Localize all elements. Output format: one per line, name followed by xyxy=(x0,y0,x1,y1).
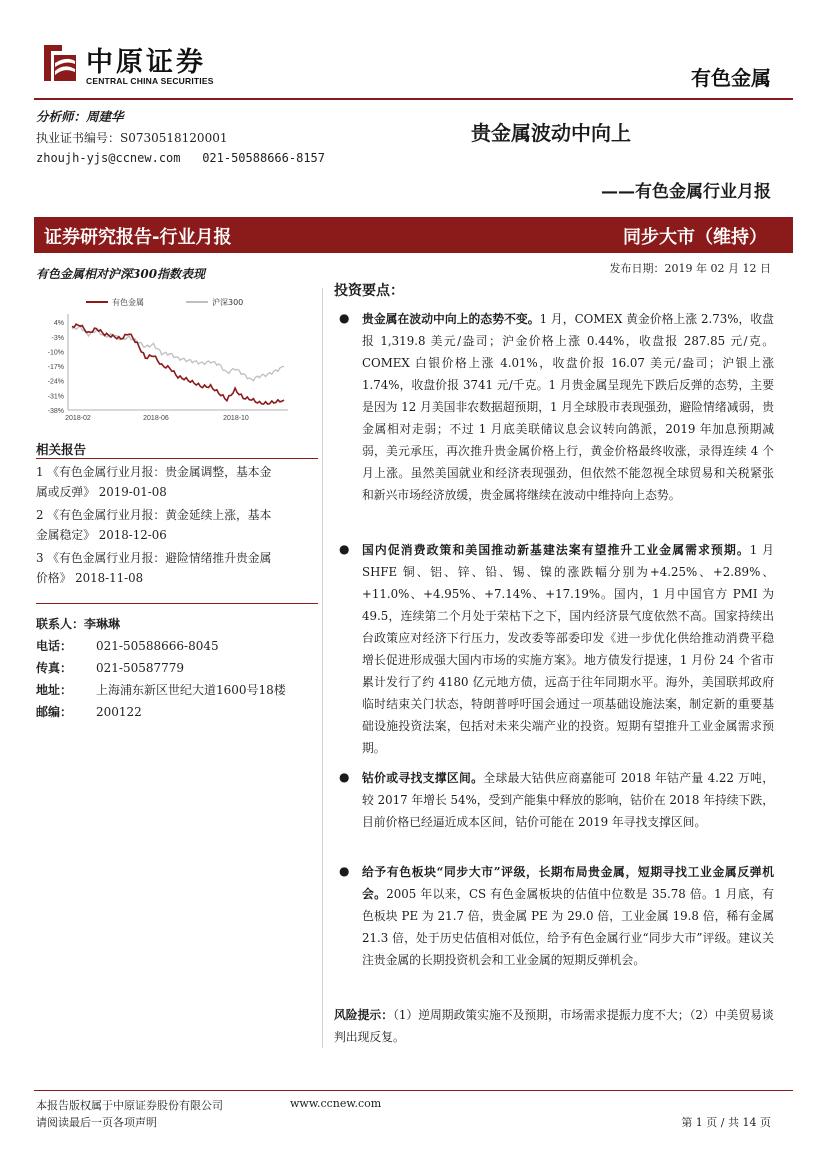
key-point-1: 贵金属在波动中向上的态势不变。1 月，COMEX 黄金价格上涨 2.73%，收盘报 1,319.8 美元/盎司；沪金价格上涨 0.44%，收盘报 287.85 元/克。COMEX 白银价格上涨 4.01%，收盘价报 16.07 美元/盎司；沪银上涨 1.74%，收盘价报 3741 元/千克。1 月贵金属呈现先下跌后反弹的态势，主要是因为 12 月美国非农数据超预期，1 月全球股市表现强劲，避险情绪减弱，贵金属相对走弱；不过 1 月底美联储议息会议转向鸽派，2019 年加息预期减弱，美元承压，再次推升贵金属价格上行，黄金价格最终收涨，录得连续 4 个月上涨。虽然美国就业和经济表现强劲，但依然不能忽视全球贸易和关税紧张和新兴市场经济放缓，贵金属将继续在波动中维持向上态势。 xyxy=(362,312,774,502)
report-title: 贵金属波动中向上 xyxy=(471,121,631,145)
x-tick-label: 2018-06 xyxy=(143,415,169,422)
y-tick-label: -38% xyxy=(47,408,64,415)
key-points-heading: 投资要点： xyxy=(334,283,404,299)
x-tick-label: 2018-02 xyxy=(65,415,91,422)
key-point-2: 国内促消费政策和美国推动新基建法案有望推升工业金属需求预期。1 月 SHFE 铜、铝、锌、铅、锡、镍的涨跌幅分别为+4.25%、+2.89%、+11.0%、+4.95%、+7.14%、+17.19%。国内，1 月中国官方 PMI 为 49.5，连续第二个月处于荣枯下之下，国内经济景气度依然不高。国家持续出台政策应对经济下行压力，发改委等部委印发《进一步优化供给推动消费平稳增长促进形成强大国内市场的实施方案》。地方债发行提速，1 月份 24 个省市累计发行了约 4180 亿元地方债，远高于往年同期水平。海外，美国联邦政府临时结束关门状态，特朗普呼吁国会通过一项基础设施法案，制定新的重要基础设施投资法案，包括对未来尖端产业的投资。短期有望推升工业金属需求预期。 xyxy=(362,543,774,755)
y-tick-label: -24% xyxy=(47,378,64,386)
page-number: 第 1 页 / 共 14 页 xyxy=(681,1116,771,1129)
related-report-3[interactable]: 3 《有色金属行业月报：避险情绪推升贵金属 价格》 2018-11-08 xyxy=(36,551,272,585)
related-report-1[interactable]: 1 《有色金属行业月报：贵金属调整，基本金 属或反弹》 2019-01-08 xyxy=(36,465,272,499)
contact-fax: 传真： 021-50587779 xyxy=(36,661,185,675)
sector-label: 有色金属 xyxy=(691,66,771,90)
footer-copyright: 本报告版权属于中原证券股份有限公司 xyxy=(36,1099,223,1112)
analyst-email[interactable]: zhoujh-yjs@ccnew.com xyxy=(36,151,181,165)
publish-date: 发布日期：2019 年 02 月 12 日 xyxy=(609,262,771,275)
bullet-icon: ● xyxy=(339,311,350,325)
y-tick-label: -17% xyxy=(47,364,64,372)
risk-warning: 风险提示：（1）逆周期政策实施不及预期，市场需求提振力度不大；（2）中美贸易谈判出现反复。 xyxy=(334,1008,774,1044)
related-reports-heading: 相关报告 xyxy=(36,442,87,457)
rating: 同步大市（维持） xyxy=(623,227,767,248)
contact-postcode: 邮编： 200122 xyxy=(36,705,142,719)
series-line-nonferrous xyxy=(72,324,284,404)
bullet-icon: ● xyxy=(339,770,350,784)
report-type: 证券研究报告-行业月报 xyxy=(44,227,232,248)
footer-divider xyxy=(34,1090,793,1091)
key-point-4: 给予有色板块“同步大市”评级，长期布局贵金属，短期寻找工业金属反弹机会。2005 年以来，CS 有色金属板块的估值中位数是 35.78 倍。1 月底，有色板块 PE 为 21.7 倍，贵金属 PE 为 29.0 倍，工业金属 19.8 倍，稀有金属 21.3 倍，处于历史估值相对低位，给予有色金属行业“同步大市”评级。建议关注贵金属的长期投资机会和工业金属的短期反弹机会。 xyxy=(362,865,774,967)
y-tick-label: 4% xyxy=(53,320,64,328)
analyst-phone: 021-50588666-8157 xyxy=(202,151,326,165)
company-name-en: CENTRAL CHINA SECURITIES xyxy=(86,76,214,86)
contact-person: 联系人：李琳琳 xyxy=(36,617,121,631)
related-divider xyxy=(36,458,318,459)
cert-number: 执业证书编号：S0730518120001 xyxy=(36,131,228,145)
contact-divider xyxy=(36,603,318,604)
analyst-name: 分析师：周建华 xyxy=(36,109,124,124)
contact-address: 地址： 上海浦东新区世纪大道1600号18楼 xyxy=(36,683,286,697)
relative-performance-chart xyxy=(36,288,304,428)
analyst-contact xyxy=(36,151,325,165)
footer-disclaimer: 请阅读最后一页各项声明 xyxy=(36,1116,157,1129)
company-name-cn: 中原证券 xyxy=(86,47,206,78)
bullet-icon: ● xyxy=(339,542,350,556)
report-subtitle: ——有色金属行业月报 xyxy=(601,182,771,202)
y-tick-label: -3% xyxy=(51,334,64,342)
related-report-2[interactable]: 2 《有色金属行业月报：黄金延续上涨，基本 金属稳定》 2018-12-06 xyxy=(36,508,272,542)
legend-label: 沪深300 xyxy=(212,298,244,307)
footer-website-link[interactable]: www.ccnew.com xyxy=(290,1097,382,1110)
key-point-3: 钴价或寻找支撑区间。全球最大钴供应商嘉能可 2018 年钴产量 4.22 万吨，较 2017 年增长 54%，受到产能集中释放的影响，钴价在 2018 年持续下跌，目前价格已经逼近成本区间，钴价可能在 2019 年寻找支撑区间。 xyxy=(362,771,774,829)
contact-phone: 电话： 021-50588666-8045 xyxy=(36,639,219,653)
report-type-banner xyxy=(34,217,793,253)
bullet-icon: ● xyxy=(339,864,350,878)
column-divider xyxy=(322,288,323,1048)
header-divider xyxy=(34,98,793,100)
y-tick-label: -31% xyxy=(47,393,64,401)
y-tick-label: -10% xyxy=(47,349,64,357)
legend-label: 有色金属 xyxy=(112,298,144,307)
company-logo-icon xyxy=(42,41,78,83)
x-tick-label: 2018-10 xyxy=(223,415,249,422)
chart-title: 有色金属相对沪深300指数表现 xyxy=(36,267,206,281)
